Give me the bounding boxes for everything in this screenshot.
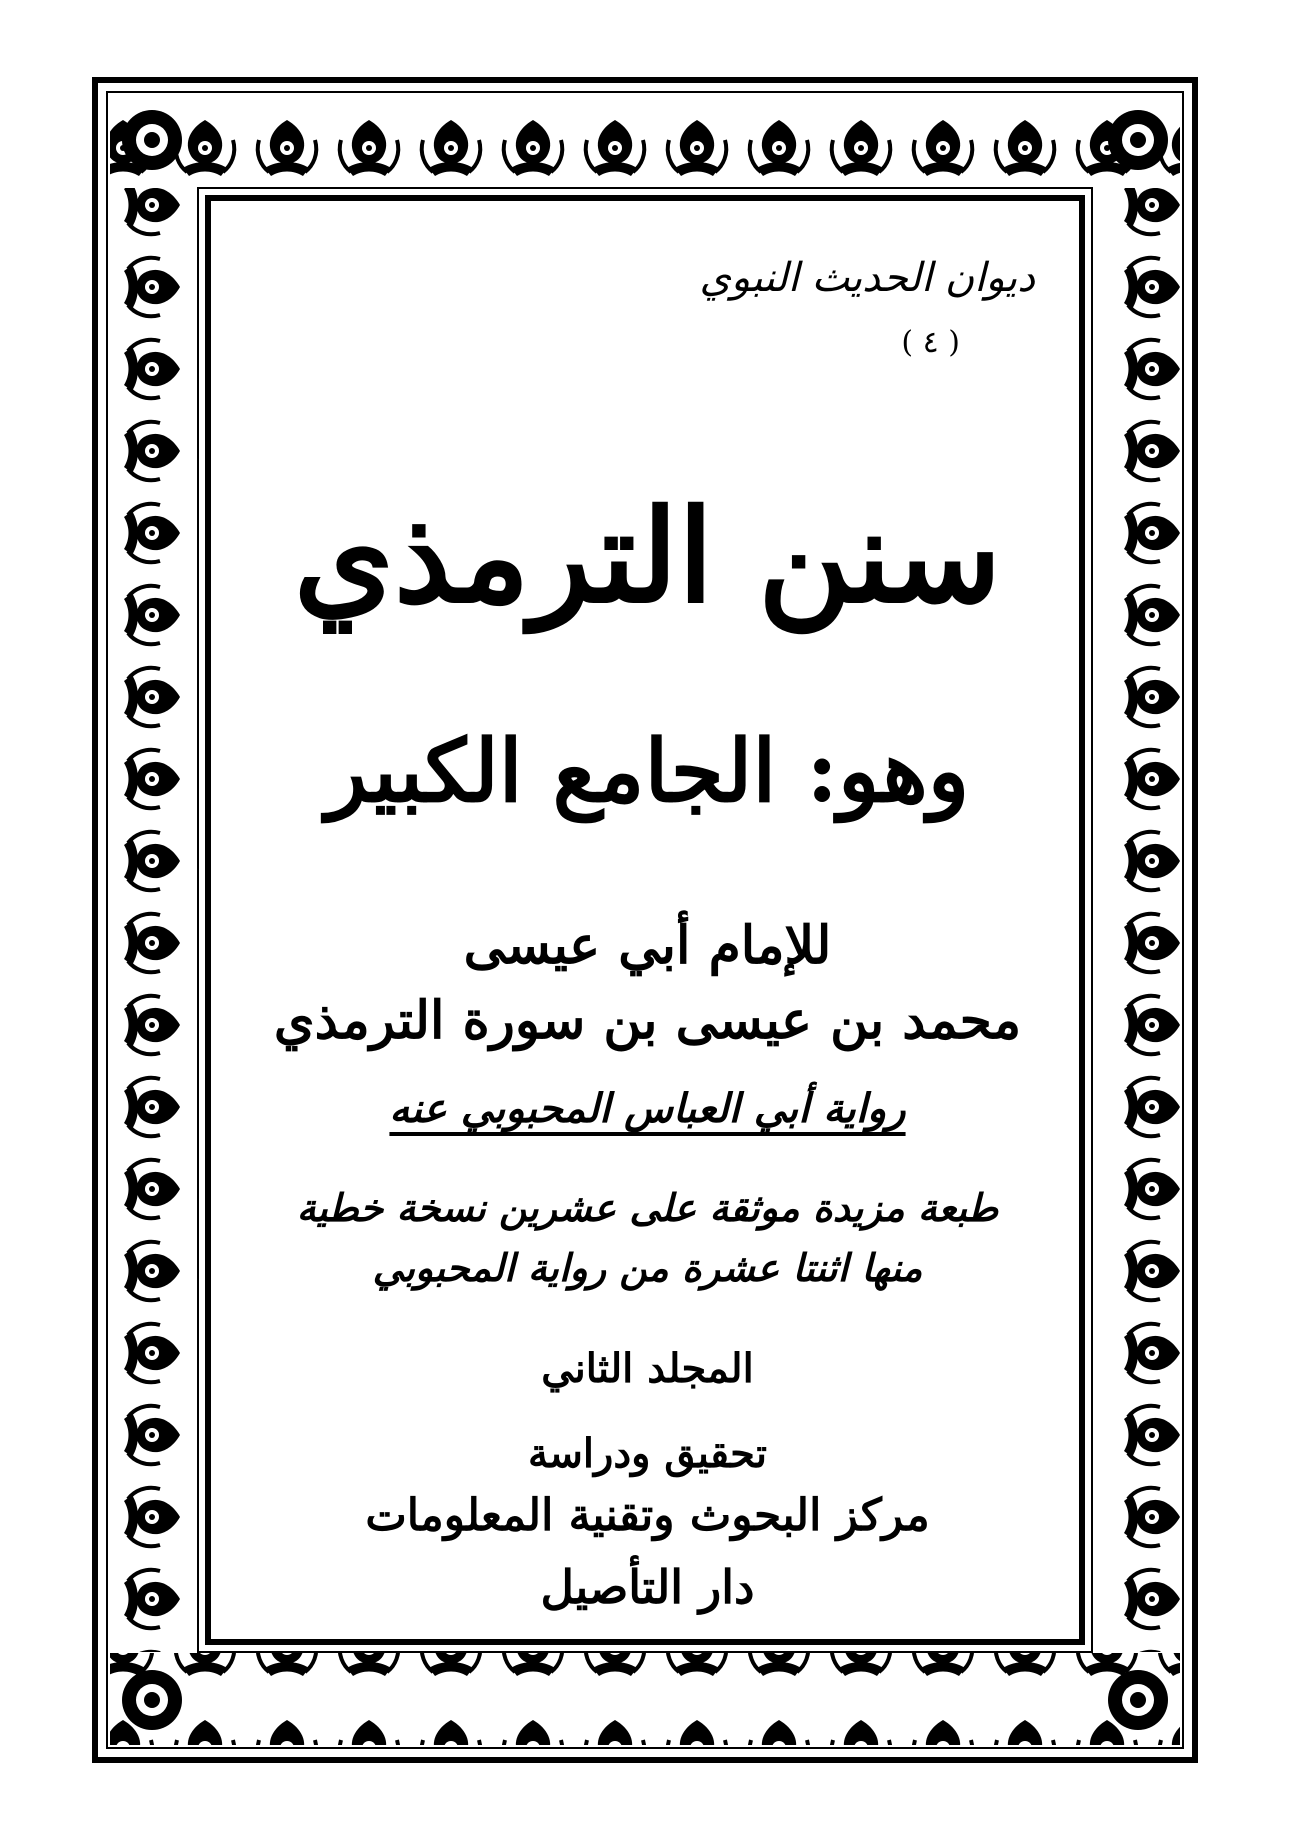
author-label: للإمام أبي عيسى	[463, 915, 832, 976]
title-content	[260, 200, 1035, 1630]
research-center-name: مركز البحوث وتقنية المعلومات	[365, 1490, 930, 1541]
volume-label: المجلد الثاني	[541, 1345, 754, 1392]
verification-label: تحقيق ودراسة	[527, 1430, 768, 1477]
edition-line-1: طبعة مزيدة موثقة على عشرين نسخة خطية	[296, 1185, 999, 1230]
series-title: ديوان الحديث النبوي	[699, 255, 1035, 301]
author-name: محمد بن عيسى بن سورة الترمذي	[273, 990, 1022, 1051]
series-number: ( ٤ )	[901, 325, 960, 360]
edition-line-2: منها اثنتا عشرة من رواية المحبوبي	[372, 1245, 923, 1290]
narration-line: رواية أبي العباس المحبوبي عنه	[389, 1085, 906, 1132]
book-title: سنن الترمذي	[293, 482, 1002, 632]
book-subtitle: وهو: الجامع الكبير	[325, 721, 970, 822]
publisher-name: دار التأصيل	[540, 1560, 755, 1614]
